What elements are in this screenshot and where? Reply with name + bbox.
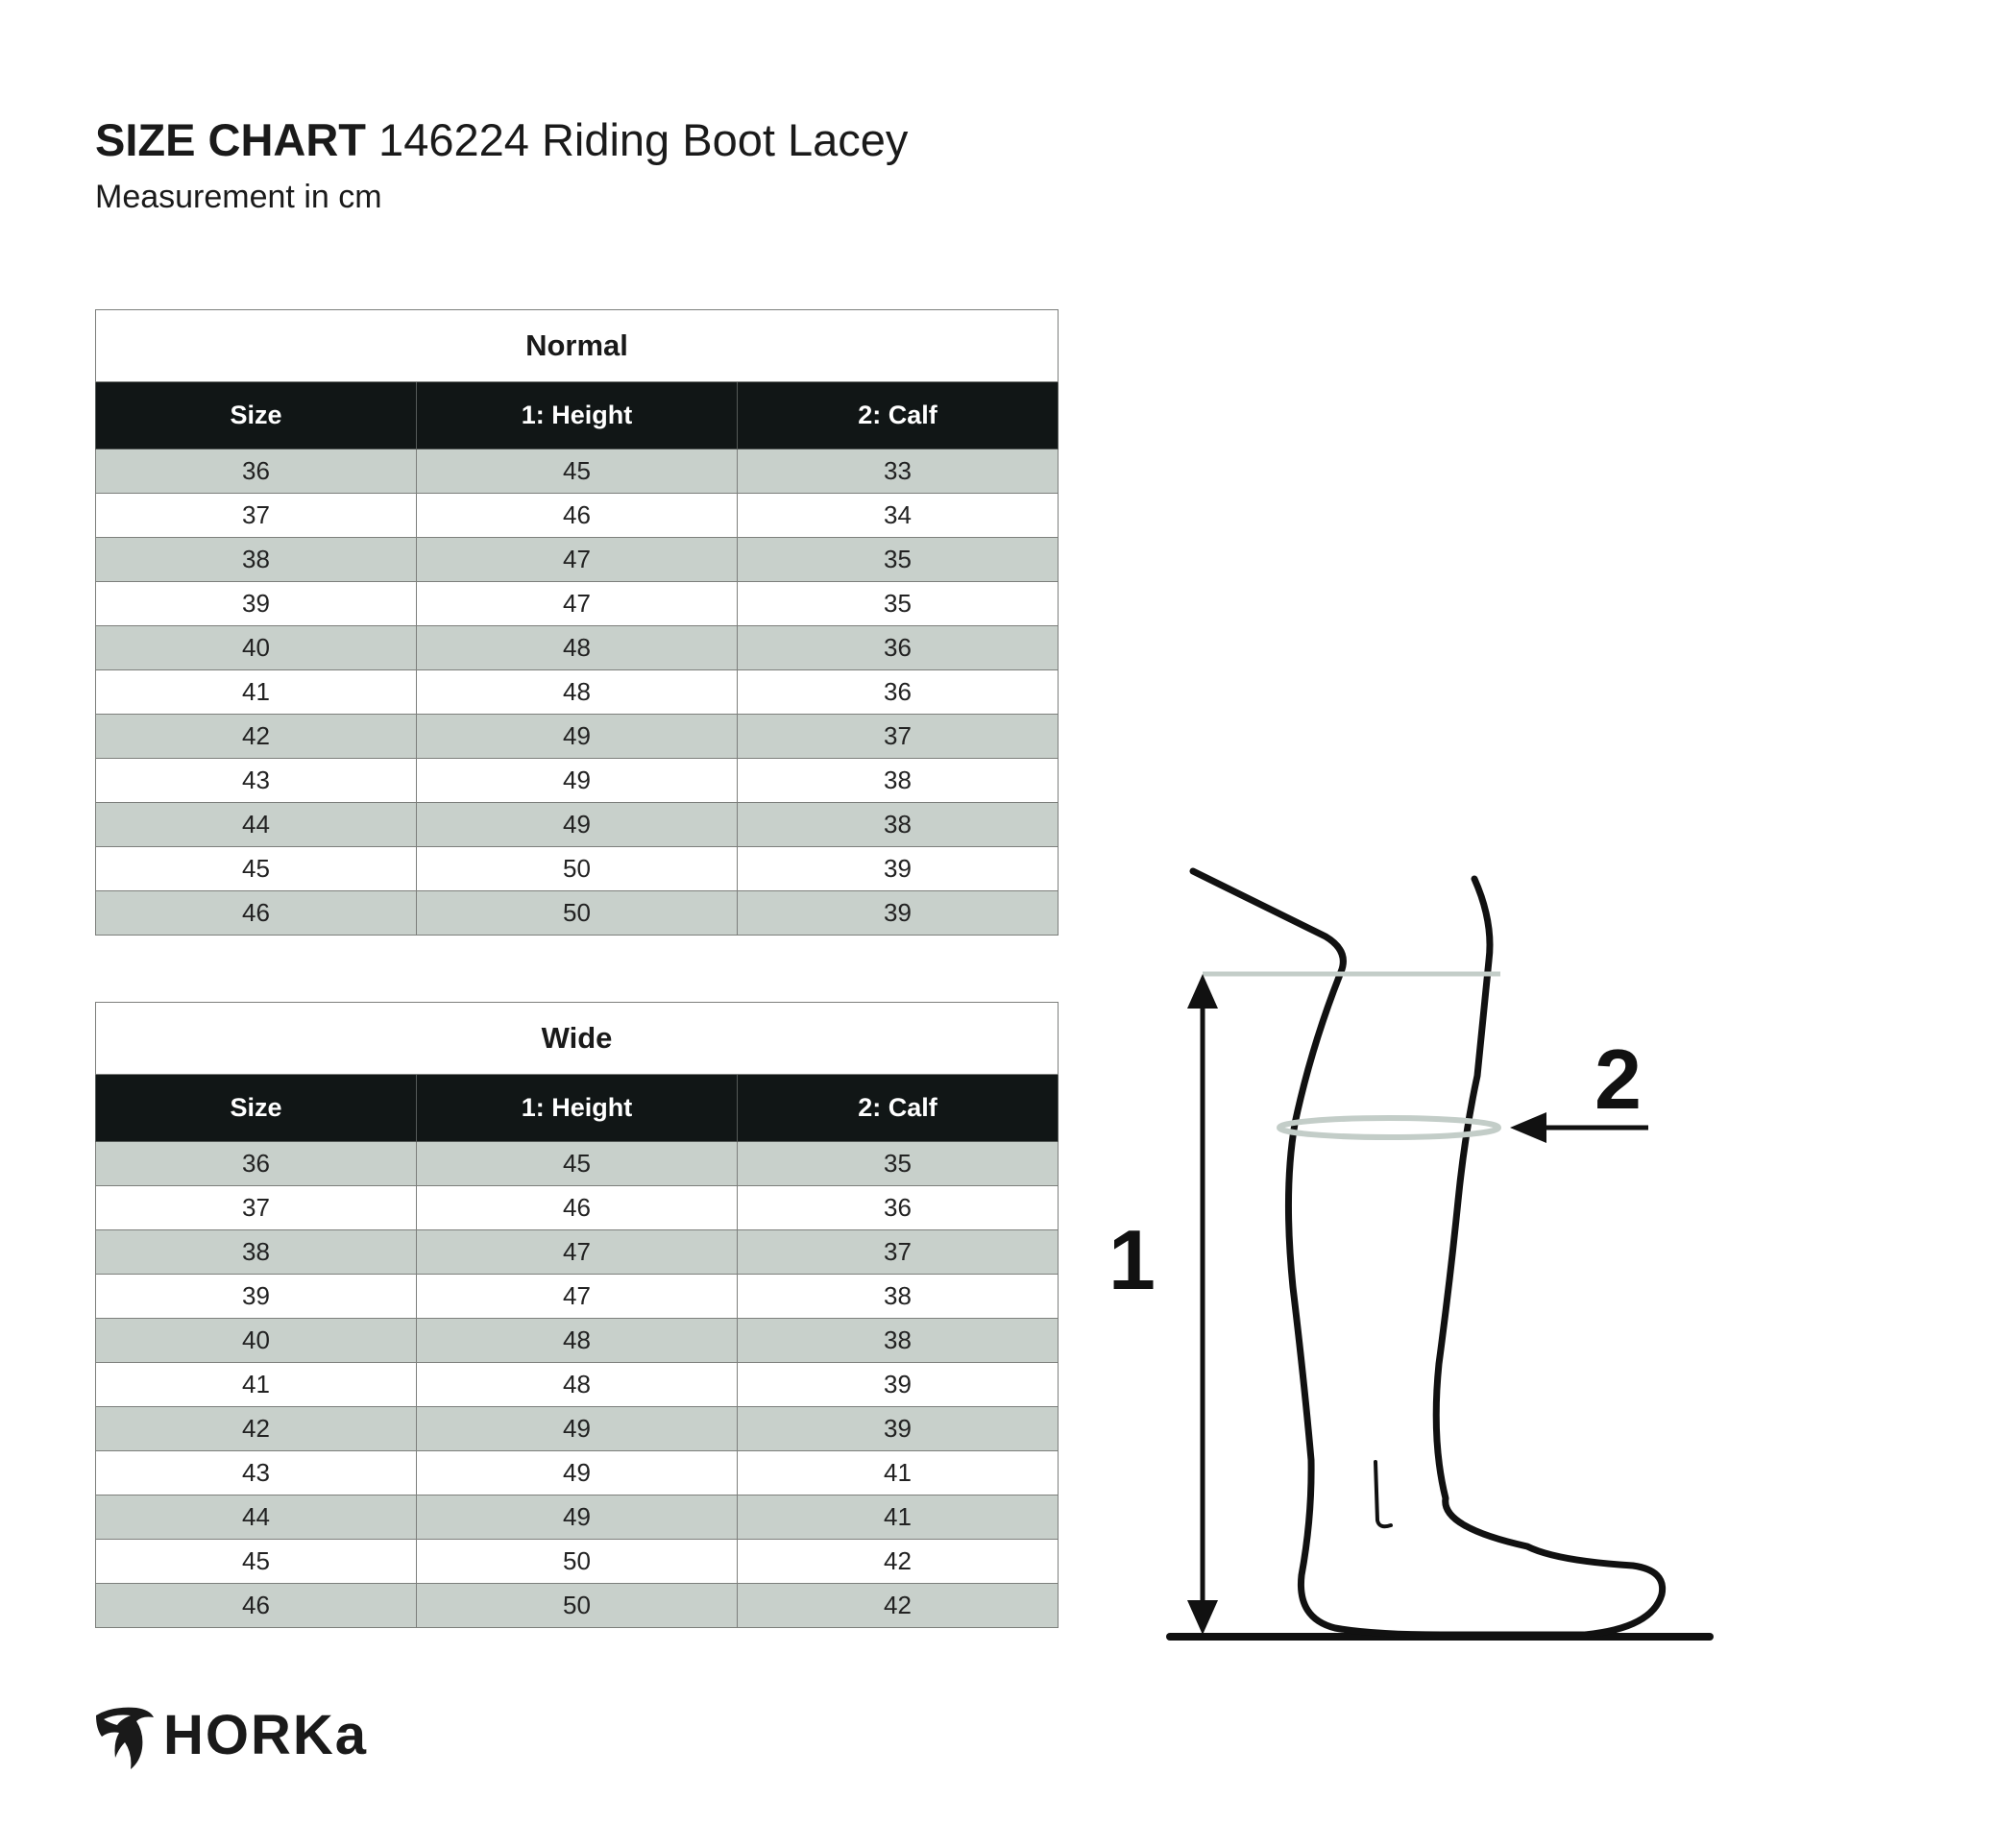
col-header-size: Size: [96, 382, 417, 450]
size-cell: 41: [96, 670, 417, 715]
table-row: [96, 1186, 1059, 1230]
calf-cell: 39: [738, 1407, 1059, 1451]
table-row: [96, 1451, 1059, 1495]
table-row: [96, 1319, 1059, 1363]
size-cell: 39: [96, 582, 417, 626]
height-cell: 50: [417, 847, 738, 891]
wide-size-table: [95, 1002, 1059, 1628]
height-cell: 50: [417, 1540, 738, 1584]
title-rest: 146224 Riding Boot Lacey: [366, 114, 909, 165]
height-cell: 47: [417, 538, 738, 582]
height-cell: 49: [417, 759, 738, 803]
col-header-height: 1: Height: [417, 382, 738, 450]
height-cell: 47: [417, 1230, 738, 1275]
ankle-mark: [1375, 1462, 1391, 1526]
size-cell: 37: [96, 494, 417, 538]
table-row: [96, 670, 1059, 715]
table-row: [96, 1142, 1059, 1186]
size-cell: 42: [96, 1407, 417, 1451]
size-cell: 43: [96, 1451, 417, 1495]
size-cell: 37: [96, 1186, 417, 1230]
calf-cell: 41: [738, 1451, 1059, 1495]
height-cell: 45: [417, 450, 738, 494]
page-subtitle: Measurement in cm: [95, 179, 382, 215]
height-cell: 49: [417, 803, 738, 847]
calf-cell: 35: [738, 582, 1059, 626]
calf-cell: 39: [738, 891, 1059, 936]
table-row: [96, 626, 1059, 670]
table-row: [96, 1407, 1059, 1451]
calf-label: 2: [1594, 1032, 1642, 1127]
size-cell: 43: [96, 759, 417, 803]
size-cell: 44: [96, 1495, 417, 1540]
table-row: [96, 1495, 1059, 1540]
calf-cell: 37: [738, 715, 1059, 759]
calf-cell: 38: [738, 1319, 1059, 1363]
height-cell: 49: [417, 1407, 738, 1451]
table-row: [96, 803, 1059, 847]
col-header-size: Size: [96, 1075, 417, 1142]
height-cell: 50: [417, 1584, 738, 1628]
table-row: [96, 1275, 1059, 1319]
height-cell: 45: [417, 1142, 738, 1186]
calf-cell: 34: [738, 494, 1059, 538]
size-cell: 44: [96, 803, 417, 847]
normal-table-caption: Normal: [96, 310, 1059, 382]
height-cell: 48: [417, 1319, 738, 1363]
height-cell: 49: [417, 715, 738, 759]
size-cell: 46: [96, 891, 417, 936]
table-row: [96, 891, 1059, 936]
height-arrow-bottom-head: [1187, 1600, 1218, 1635]
size-cell: 42: [96, 715, 417, 759]
table-row: [96, 1363, 1059, 1407]
table-row: [96, 1540, 1059, 1584]
calf-arrow-head: [1510, 1112, 1546, 1143]
calf-cell: 38: [738, 803, 1059, 847]
height-cell: 46: [417, 1186, 738, 1230]
table-row: [96, 847, 1059, 891]
col-header-height: 1: Height: [417, 1075, 738, 1142]
calf-cell: 38: [738, 1275, 1059, 1319]
calf-cell: 37: [738, 1230, 1059, 1275]
calf-cell: 38: [738, 759, 1059, 803]
title-strong: SIZE CHART: [95, 114, 366, 165]
table-row: [96, 1584, 1059, 1628]
calf-cell: 39: [738, 1363, 1059, 1407]
size-cell: 46: [96, 1584, 417, 1628]
calf-cell: 36: [738, 670, 1059, 715]
calf-cell: 35: [738, 538, 1059, 582]
col-header-calf: 2: Calf: [738, 1075, 1059, 1142]
leg-outline: [1193, 871, 1663, 1635]
calf-cell: 35: [738, 1142, 1059, 1186]
table-row: [96, 538, 1059, 582]
size-cell: 41: [96, 1363, 417, 1407]
leg-measurement-diagram: [1153, 845, 1729, 1662]
table-row: [96, 715, 1059, 759]
height-cell: 47: [417, 582, 738, 626]
calf-cell: 42: [738, 1540, 1059, 1584]
page-title: [95, 113, 908, 167]
table-row: [96, 582, 1059, 626]
size-cell: 40: [96, 626, 417, 670]
table-row: [96, 494, 1059, 538]
size-cell: 38: [96, 538, 417, 582]
size-cell: 45: [96, 847, 417, 891]
height-cell: 48: [417, 626, 738, 670]
height-label: 1: [1108, 1212, 1156, 1307]
height-arrow-top-head: [1187, 974, 1218, 1009]
brand-name: HORKa: [163, 1704, 369, 1766]
calf-cell: 42: [738, 1584, 1059, 1628]
height-cell: 48: [417, 1363, 738, 1407]
calf-cell: 36: [738, 626, 1059, 670]
wide-table-caption: Wide: [96, 1003, 1059, 1075]
col-header-calf: 2: Calf: [738, 382, 1059, 450]
table-row: [96, 1230, 1059, 1275]
height-cell: 49: [417, 1495, 738, 1540]
size-cell: 36: [96, 1142, 417, 1186]
size-cell: 45: [96, 1540, 417, 1584]
height-cell: 47: [417, 1275, 738, 1319]
calf-cell: 39: [738, 847, 1059, 891]
size-cell: 40: [96, 1319, 417, 1363]
horse-logo-icon: [92, 1704, 156, 1771]
height-cell: 50: [417, 891, 738, 936]
size-cell: 38: [96, 1230, 417, 1275]
height-cell: 46: [417, 494, 738, 538]
table-row: [96, 759, 1059, 803]
table-row: [96, 450, 1059, 494]
size-cell: 39: [96, 1275, 417, 1319]
height-cell: 48: [417, 670, 738, 715]
height-cell: 49: [417, 1451, 738, 1495]
size-cell: 36: [96, 450, 417, 494]
calf-cell: 41: [738, 1495, 1059, 1540]
calf-cell: 33: [738, 450, 1059, 494]
calf-cell: 36: [738, 1186, 1059, 1230]
normal-size-table: [95, 309, 1059, 936]
